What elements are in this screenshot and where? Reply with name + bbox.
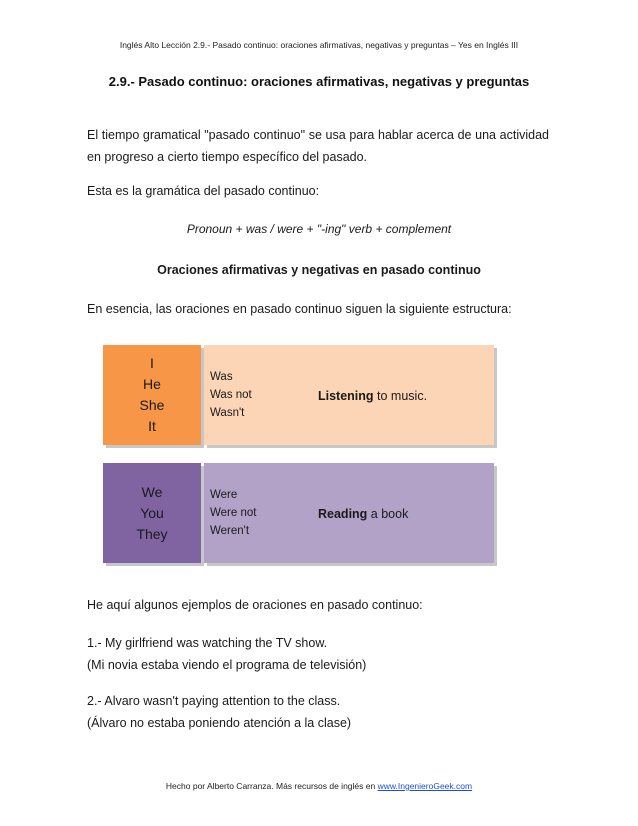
- pronoun: I: [150, 355, 154, 371]
- lesson-title: 2.9.- Pasado continuo: oraciones afirmativas, negativas y preguntas: [108, 74, 530, 89]
- structure-intro: En esencia, las oraciones en pasado continuo siguen la siguiente estructura:: [87, 302, 512, 316]
- ing-verb: Reading: [318, 507, 368, 521]
- page-footer: [0, 781, 638, 791]
- grammar-intro: Esta es la gramática del pasado continuo:: [87, 184, 320, 198]
- pronoun: It: [148, 418, 156, 434]
- verb-form: Were: [210, 489, 238, 501]
- example-english: 1.- My girlfriend was watching the TV show.: [87, 636, 328, 650]
- verb-form: Were not: [210, 507, 257, 519]
- complement: a book: [367, 507, 409, 521]
- plural-example-rest: [318, 507, 408, 521]
- verb-form: Weren't: [210, 525, 250, 537]
- verb-form: Wasn't: [210, 407, 245, 419]
- ing-verb: Listening: [318, 389, 374, 403]
- pronoun: He: [143, 376, 161, 392]
- footer-text: Hecho por Alberto Carranza. Más recursos de inglés en: [165, 781, 378, 791]
- pronoun: She: [139, 397, 165, 413]
- example-1: [87, 632, 549, 676]
- pronoun: They: [136, 525, 168, 542]
- footer-link[interactable]: www.IngenieroGeek.com: [377, 781, 473, 791]
- example-2: [87, 690, 549, 734]
- pronoun: You: [140, 504, 164, 521]
- section-subtitle: Oraciones afirmativas y negativas en pasado continuo: [157, 263, 481, 277]
- example-english: 2.- Alvaro wasn't paying attention to the class.: [87, 694, 341, 708]
- plural-pronouns-box: [103, 463, 201, 563]
- pronoun: We: [141, 483, 163, 500]
- complement: to music.: [373, 389, 428, 403]
- example-spanish: (Mi novia estaba viendo el programa de televisión): [87, 658, 367, 672]
- singular-pronouns-box: [103, 345, 201, 445]
- verb-form: Was not: [210, 389, 252, 401]
- examples-intro: He aquí algunos ejemplos de oraciones en pasado continuo:: [87, 598, 423, 612]
- intro-paragraph: El tiempo gramatical "pasado continuo" se usa para hablar acerca de una actividad en progreso a cierto tiempo específico del pasado.: [87, 128, 549, 164]
- singular-example-rest: [318, 389, 427, 403]
- example-spanish: (Álvaro no estaba poniendo atención a la clase): [87, 716, 352, 730]
- grammar-formula: Pronoun + was / were + "-ing" verb + complement: [186, 222, 452, 236]
- verb-form: Was: [210, 371, 233, 383]
- page-header: Inglés Alto Lección 2.9.- Pasado continuo: oraciones afirmativas, negativas y preguntas – Yes en Inglés III: [119, 40, 519, 50]
